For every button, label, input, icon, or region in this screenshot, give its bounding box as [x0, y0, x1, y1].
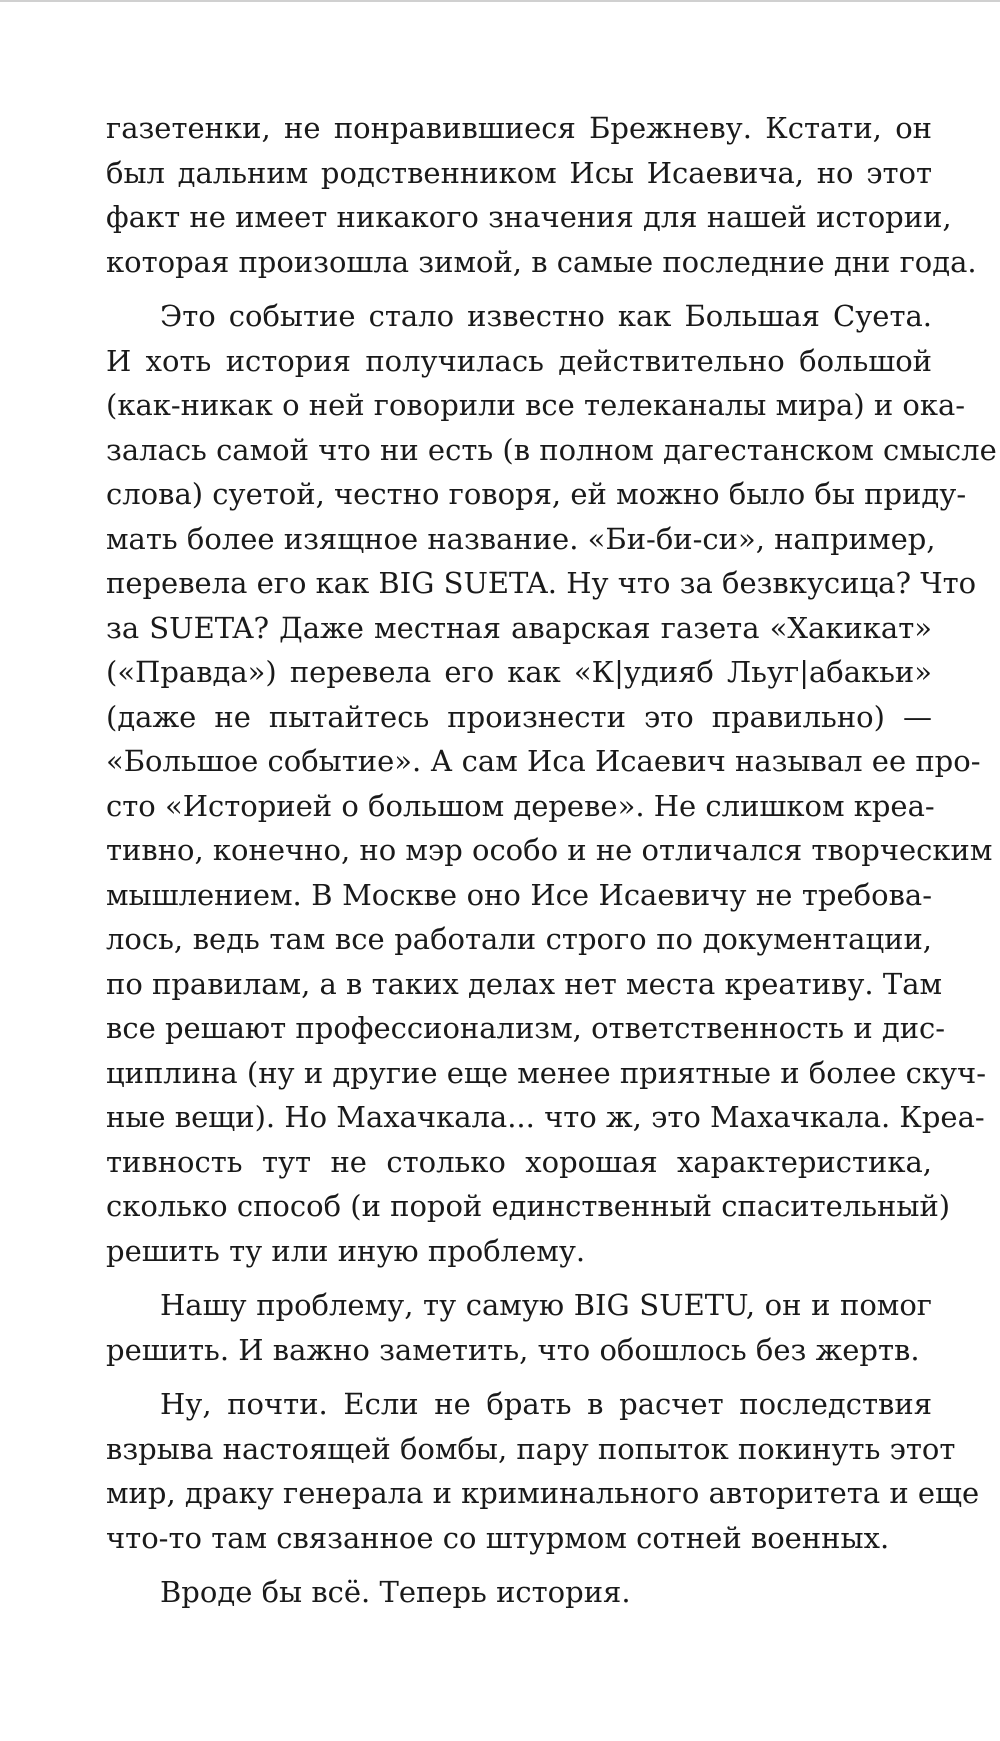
paragraph-4 — [106, 1382, 980, 1560]
text-line: перевела его как BIG SUETA. Ну что за безвкусица? Что — [106, 566, 977, 600]
text-line: решить. И важно заметить, что обошлось без жертв. — [106, 1332, 920, 1367]
text-line: Ну, почти. Если не брать в расчет последствия — [160, 1387, 932, 1421]
paragraph-1 — [106, 106, 977, 284]
text-line: залась самой что ни есть (в полном дагестанском смысле — [106, 432, 997, 467]
text-line: ные вещи). Но Махачкала... что ж, это Махачкала. Креа- — [106, 1100, 985, 1134]
text-line: слова) суетой, честно говоря, ей можно было бы приду- — [106, 477, 967, 511]
text-line: что-то там связанное со штурмом сотней военных. — [106, 1520, 890, 1555]
text-line: газетенки, не понравившиеся Брежневу. Кстати, он — [106, 111, 932, 145]
book-page — [106, 106, 997, 1615]
text-line: И хоть история получилась действительно большой — [106, 343, 932, 378]
text-line: («Правда») перевела его как «К|удияб Льуг|абакьи» — [106, 655, 932, 689]
text-line: мать более изящное название. «Би-би-си», например, — [106, 521, 936, 556]
paragraph-5 — [106, 1570, 932, 1615]
text-line: взрыва настоящей бомбы, пару попыток покинуть этот — [106, 1431, 956, 1466]
paragraph-3 — [106, 1283, 932, 1372]
text-line: циплина (ну и другие еще менее приятные и более скуч- — [106, 1055, 987, 1090]
text-line: лось, ведь там все работали строго по документации, — [106, 922, 932, 956]
text-line: мышлением. В Москве оно Исе Исаевичу не требова- — [106, 877, 932, 912]
text-line: которая произошла зимой, в самые последние дни года. — [106, 244, 977, 279]
text-line: мир, драку генерала и криминального авторитета и еще — [106, 1476, 980, 1510]
text-line: Вроде бы всё. Теперь история. — [160, 1575, 631, 1609]
text-line: «Большое событие». А сам Иса Исаевич называл ее про- — [106, 744, 981, 778]
text-line: был дальним родственником Исы Исаевича, но этот — [106, 155, 932, 190]
text-line: (как-никак о ней говорили все телеканалы мира) и ока- — [106, 388, 966, 422]
text-line: Нашу проблему, ту самую BIG SUETU, он и помог — [160, 1288, 932, 1322]
text-line: Это событие стало известно как Большая Суета. — [160, 299, 932, 333]
text-line: сколько способ (и порой единственный спасительный) — [106, 1189, 951, 1223]
text-line: (даже не пытайтесь произнести это правильно) — — [106, 699, 932, 734]
text-line: факт не имеет никакого значения для нашей истории, — [106, 200, 952, 234]
text-line: решить ту или иную проблему. — [106, 1233, 586, 1268]
text-line: за SUETA? Даже местная аварская газета «Хакикат» — [106, 610, 932, 645]
text-line: тивно, конечно, но мэр особо и не отличался творческим — [106, 833, 993, 867]
text-line: все решают профессионализм, ответственность и дис- — [106, 1011, 946, 1045]
text-line: сто «Историей о большом дереве». Не слишком креа- — [106, 788, 935, 823]
paragraph-2 — [106, 294, 997, 1273]
text-line: тивность тут не столько хорошая характеристика, — [106, 1144, 932, 1179]
text-line: по правилам, а в таких делах нет места креативу. Там — [106, 966, 943, 1001]
